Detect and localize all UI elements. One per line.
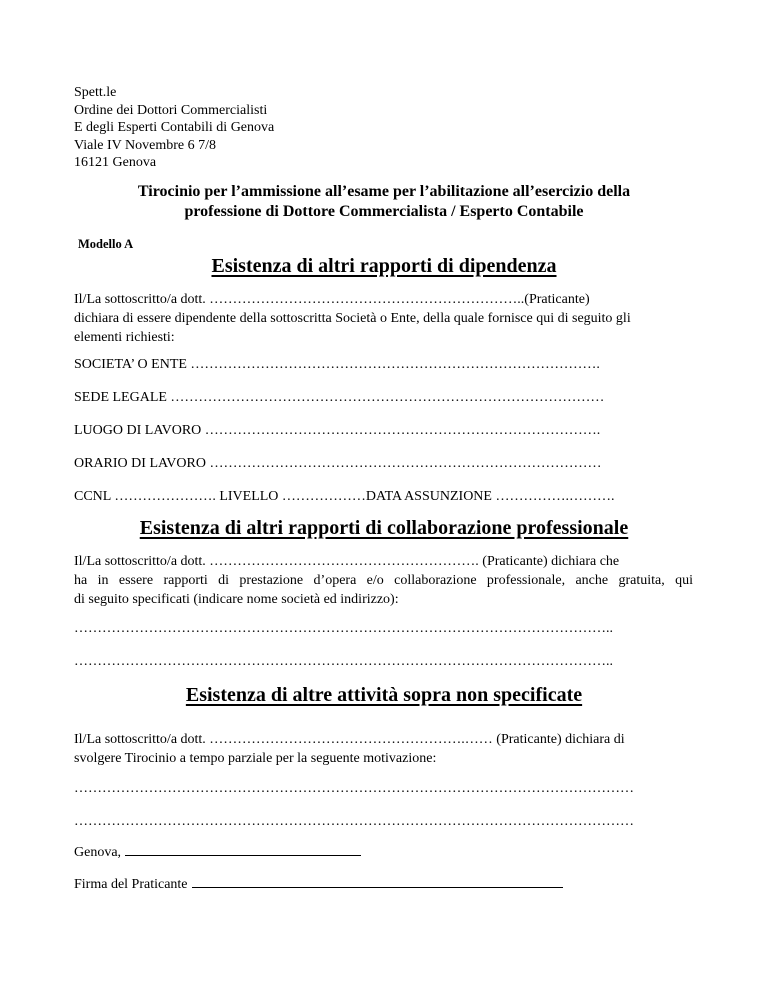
address-line: Ordine dei Dottori Commercialisti [74,102,268,118]
blank-line[interactable]: ………………………………………………………………………………………………………… [74,781,634,796]
signature-row [74,877,563,893]
address-line: E degli Esperti Contabili di Genova [74,120,275,136]
section-title-employment: Esistenza di altri rapporti di dipendenza [211,255,557,277]
section1-intro [74,290,694,347]
field-societa[interactable]: SOCIETA’ O ENTE ……………………………………………………………………………. [74,357,600,372]
form-model-label: Modello A [78,237,134,251]
intro-line: Il/La sottoscritto/a dott. …………………………………………………. (Praticante) dichiara che [74,554,620,569]
intro-line: dichiara di essere dipendente della sottoscritta Società o Ente, della quale fornisce qui di seguito gli [74,311,631,326]
intro-line: di seguito specificati (indicare nome società ed indirizzo): [74,592,399,607]
section-title-collaboration: Esistenza di altri rapporti di collaborazione professionale [139,517,629,539]
blank-line[interactable]: …………………………………………………………………………………………………….. [74,621,613,636]
intro-line: Il/La sottoscritto/a dott. ……………………………………………….…… (Praticante) dichiara di [74,732,625,747]
intro-line: svolgere Tirocinio a tempo parziale per la seguente motivazione: [74,751,437,766]
field-sede-legale[interactable]: SEDE LEGALE ………………………………………………………………………………… [74,390,605,405]
title-line-2: professione di Dottore Commercialista / Esperto Contabile [184,203,584,220]
blank-line[interactable]: …………………………………………………………………………………………………….. [74,654,613,669]
intro-line: elementi richiesti: [74,330,175,345]
field-orario-lavoro[interactable]: ORARIO DI LAVORO ………………………………………………………………………… [74,456,602,471]
place-label: Genova, [74,845,122,860]
place-date-row [74,845,361,861]
address-line: Viale IV Novembre 6 7/8 [74,137,216,153]
section3-intro [74,730,694,768]
date-underline-field[interactable] [125,854,361,856]
title-line-1: Tirocinio per l’ammissione all’esame per l’abilitazione all’esercizio della [137,183,631,200]
section-title-other-activities: Esistenza di altre attività sopra non specificate [185,684,583,706]
intro-line: ha in essere rapporti di prestazione d’opera e/o collaborazione professionale, anche gratuita, qui [74,573,693,588]
document-title [60,182,708,222]
blank-line[interactable]: ………………………………………………………………………………………………………… [74,814,634,829]
recipient-address [74,84,274,172]
address-line: Spett.le [74,85,117,100]
field-ccnl-livello-assunzione[interactable]: CCNL …………………. LIVELLO ………………DATA ASSUNZIONE …………….………. [74,489,615,504]
intro-line: Il/La sottoscritto/a dott. …………………………………………………………..(Praticante) [74,292,590,307]
field-luogo-lavoro[interactable]: LUOGO DI LAVORO …………………………………………………………………………. [74,423,601,438]
address-line: 16121 Genova [74,155,157,171]
signature-label: Firma del Praticante [74,877,188,892]
signature-underline-field[interactable] [192,886,563,888]
section2-intro [74,552,694,609]
